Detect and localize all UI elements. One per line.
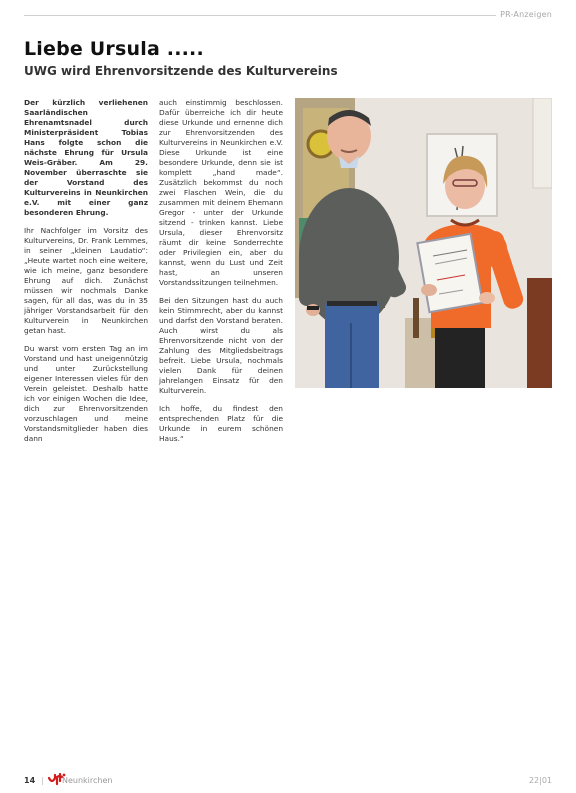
page-number: 14: [24, 776, 36, 785]
paragraph: Ich hoffe, du findest den entsprechenden Platz für die Urkunde in eurem schönen Haus.“: [159, 404, 283, 443]
article-subtitle: UWG wird Ehrenvorsitzende des Kulturvereins: [24, 64, 338, 78]
article-title: Liebe Ursula .....: [24, 38, 204, 60]
text-column-1: [24, 98, 148, 452]
paragraph: Du warst vom ersten Tag an im Vorstand und hast uneigennützig und unter Zurückstellung eigener Interessen vieles für den Verein geleistet. Deshalb hatte ich vor einigen Wochen die Idee, dich zur Ehrenvorsitzenden vorzuschlagen und meine Vorstandsmitglieder haben dies dann: [24, 344, 148, 443]
paragraph: auch einstimmig beschlossen. Dafür überreiche ich dir heute diese Urkunde und ernenne dich zur Ehrenvorsitzenden des Kulturvereins in Neunkirchen e.V. Diese Urkunde ist eine besondere Urkunde, denn sie ist komplett „hand made“. Zusätzlich bekommst du noch zwei Flaschen Wein, die du zusammen mit deinem Ehemann Gregor - unter der Urkunde sitzend - trinken kannst. Liebe Ursula, dieser Ehrenvorsitz räumt dir keine Sonderrechte oder Privilegien ein, aber du kannst, wenn du Lust und Zeit hast, an unseren Vorstandssitzungen teilnehmen.: [159, 98, 283, 287]
footer-city: Neunkirchen: [62, 776, 113, 785]
header-rule: [24, 15, 552, 16]
paragraph-lead: Der kürzlich verliehenen Saarländischen Ehrenamtsnadel durch Ministerpräsident Tobias Hans folgte schon die nächste Ehrung für Ursula Weis-Gräber. Am 29. November überraschte sie der Vorstand des Kulturvereins in Neunkirchen e.V. mit einer ganz besonderen Ehrung.: [24, 98, 148, 217]
article-photo: [295, 98, 552, 388]
footer: [24, 776, 552, 788]
footer-separator: |: [41, 776, 44, 785]
issue-number: 22|01: [528, 776, 552, 785]
section-label: PR-Anzeigen: [496, 10, 552, 19]
text-column-2: [159, 98, 283, 452]
paragraph: Ihr Nachfolger im Vorsitz des Kulturvereins, Dr. Frank Lemmes, in seiner „kleinen Laudatio“: „Heute wartet noch eine weitere, wie ich meine, ganz besondere Ehrung auf dich. Zunächst müssen wir nochmals Danke sagen, für all das, was du in 35 jähriger Vorstandsarbeit für den Kulturverein in Neunkirchen getan hast.: [24, 226, 148, 335]
paragraph: Bei den Sitzungen hast du auch kein Stimmrecht, aber du kannst und darfst den Vorstand beraten. Auch wirst du als Ehrenvorsitzende nicht von der Zahlung des Mitgliedsbeitrags befreit. Liebe Ursula, nochmals vielen Dank für deinen jahrelangen Einsatz für den Kulturverein.: [159, 296, 283, 395]
